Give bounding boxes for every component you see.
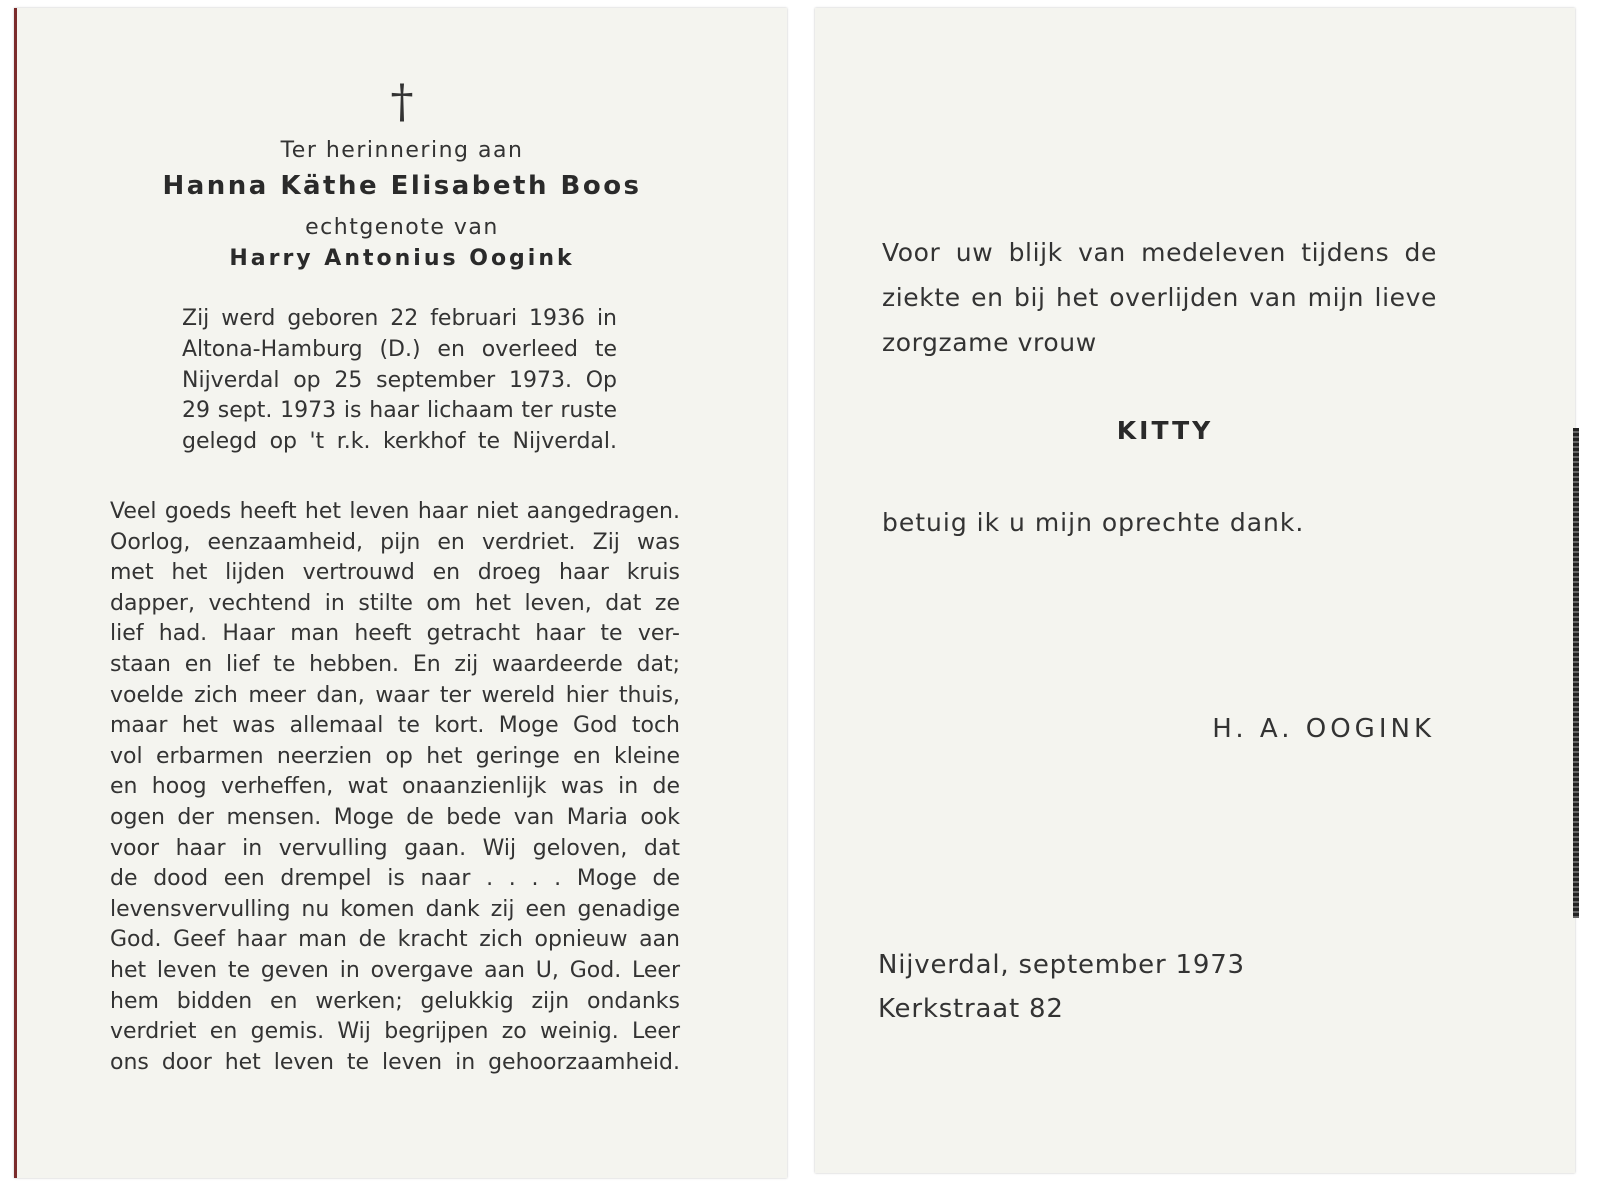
thanks-paragraph: [882, 230, 1437, 365]
memory-line: Ter herinnering aan: [280, 138, 524, 163]
card-edge-shadow: [1573, 428, 1579, 918]
bio-line: 29 sept. 1973 is haar lichaam ter ruste: [182, 398, 617, 424]
nickname: KITTY: [1116, 416, 1214, 445]
thanks-closing: betuig ik u mijn oprechte dank.: [882, 508, 1305, 537]
tribute-line: levensvervulling nu komen dank zij een genadige: [110, 896, 680, 922]
address: Kerkstraat 82: [878, 994, 1064, 1024]
thanks-line: zorgzame vrouw: [882, 328, 1097, 357]
tribute-line: het leven te geven in overgave aan U, God. Leer: [110, 957, 680, 983]
tribute-paragraph: [110, 497, 680, 1078]
tribute-line: de dood een drempel is naar . . . . Moge de: [110, 866, 680, 892]
tribute-line: ons door het leven te leven in gehoorzaamheid.: [110, 1049, 680, 1075]
bio-line: gelegd op 't r.k. kerkhof te Nijverdal.: [182, 429, 617, 455]
deceased-name: Hanna Käthe Elisabeth Boos: [162, 171, 642, 201]
tribute-line: verdriet en gemis. Wij begrijpen zo weinig. Leer: [110, 1019, 680, 1045]
tribute-line: staan en lief te hebben. En zij waardeerde dat;: [110, 651, 680, 677]
tribute-line: vol erbarmen neerzien op het geringe en kleine: [110, 743, 680, 769]
tribute-line: God. Geef haar man de kracht zich opnieuw aan: [110, 927, 680, 953]
tribute-line: maar het was allemaal te kort. Moge God toch: [110, 713, 680, 739]
tribute-line: ogen der mensen. Moge de bede van Maria ook: [110, 804, 680, 830]
tribute-line: voelde zich meer dan, waar ter wereld hier thuis,: [110, 682, 680, 708]
memorial-card-back: [815, 8, 1575, 1173]
tribute-line: Veel goeds heeft het leven haar niet aangedragen.: [110, 499, 680, 524]
tribute-line: hem bidden en werken; gelukkig zijn ondanks: [110, 988, 680, 1014]
bio-line: Altona-Hamburg (D.) en overleed te: [182, 336, 617, 362]
tribute-line: met het lijden vertrouwd en droeg haar kruis: [110, 560, 680, 586]
tribute-line: dapper, vechtend in stilte om het leven, dat ze: [110, 590, 680, 616]
tribute-line: Oorlog, eenzaamheid, pijn en verdriet. Zij was: [110, 529, 680, 555]
memorial-card-front: [14, 8, 787, 1178]
spouse-name: Harry Antonius Oogink: [229, 246, 575, 271]
cross-icon: †: [390, 74, 414, 128]
thanks-line: Voor uw blijk van medeleven tijdens de: [882, 238, 1437, 267]
tribute-line: en hoog verheffen, wat onaanzienlijk was in de: [110, 774, 680, 800]
bio-line: Nijverdal op 25 september 1973. Op: [182, 367, 617, 393]
place-date: Nijverdal, september 1973: [878, 950, 1245, 980]
biography-paragraph: [182, 304, 617, 458]
signature: H. A. OOGINK: [1212, 714, 1435, 744]
spouse-of-label: echtgenote van: [305, 215, 499, 240]
tribute-line: lief had. Haar man heeft getracht haar te ver-: [110, 621, 680, 647]
tribute-line: voor haar in vervulling gaan. Wij geloven, dat: [110, 835, 680, 861]
bio-line: Zij werd geboren 22 februari 1936 in: [182, 306, 617, 331]
thanks-line: ziekte en bij het overlijden van mijn lieve: [882, 283, 1437, 312]
